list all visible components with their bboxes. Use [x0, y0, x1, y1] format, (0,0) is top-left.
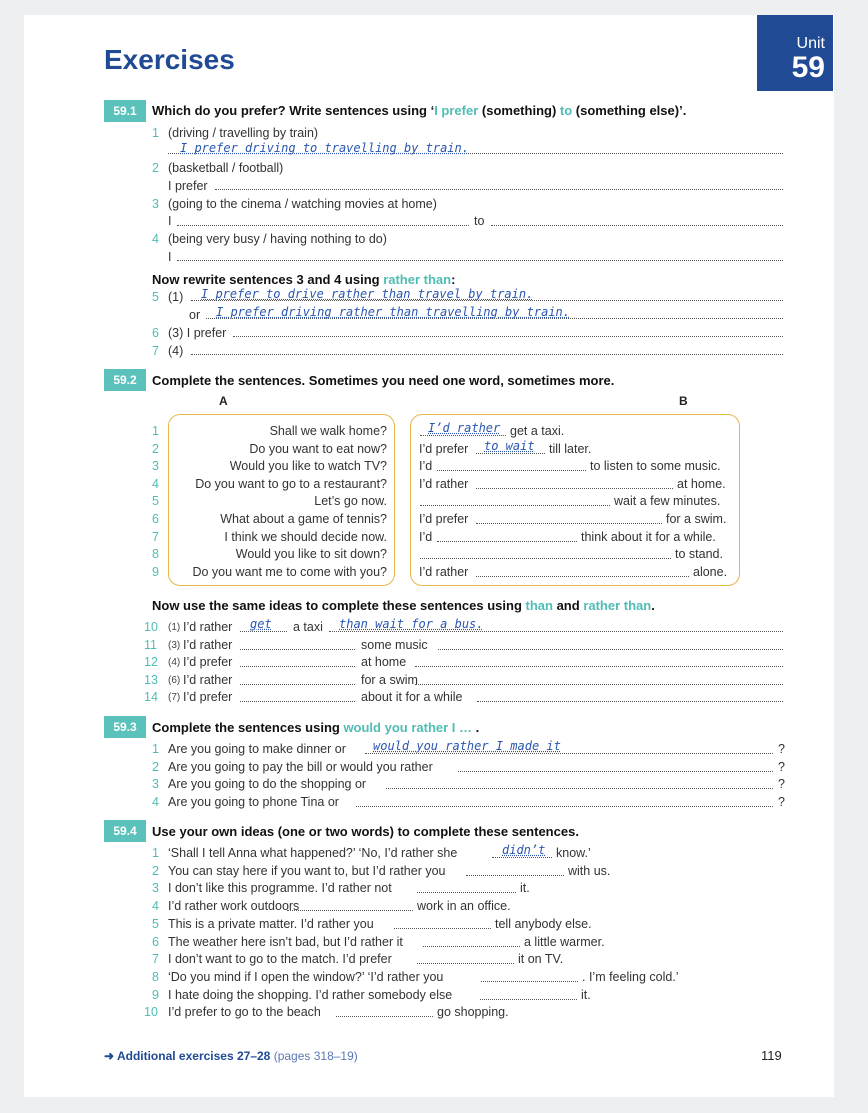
column-b-tail: get a taxi. — [510, 424, 565, 438]
answer-line[interactable] — [336, 1016, 433, 1017]
answer-line[interactable] — [233, 336, 783, 337]
item-lead: I’d rather — [183, 637, 233, 652]
answer-line[interactable] — [240, 649, 355, 650]
answer-line[interactable] — [417, 963, 514, 964]
item-tag: (1) — [168, 290, 184, 304]
item-number: 6 — [152, 934, 159, 949]
item-tail: know.’ — [556, 846, 591, 860]
item-text: I’d prefer to go to the beach — [168, 1005, 321, 1020]
item-number: 1 — [152, 424, 159, 438]
item-text: Are you going to pay the bill or would you rather — [168, 759, 433, 774]
answer-line[interactable] — [415, 684, 783, 685]
column-b-tail: to listen to some music. — [590, 459, 721, 474]
item-mid: to — [474, 214, 485, 228]
exercise-badge-59-3: 59.3 — [104, 716, 146, 738]
item-prompt: (driving / travelling by train) — [168, 126, 319, 140]
column-a-text: Would you like to sit down? — [235, 547, 387, 562]
unit-number: 59 — [791, 51, 825, 84]
answer-line[interactable] — [287, 910, 413, 911]
answer-line[interactable] — [476, 453, 545, 454]
exercise-badge-59-2: 59.2 — [104, 369, 146, 391]
answer-line[interactable] — [458, 771, 773, 772]
item-number: 1 — [152, 742, 159, 756]
item-mid: at home — [361, 655, 407, 670]
answer-line[interactable] — [420, 505, 610, 506]
answer-line[interactable] — [476, 523, 662, 524]
column-a-text: Would you like to watch TV? — [229, 459, 387, 474]
column-b-tail: for a swim. — [666, 512, 727, 526]
item-number: 5 — [152, 916, 159, 931]
item-number: 14 — [144, 690, 158, 705]
item-tag: (3) — [168, 639, 181, 651]
answer-line[interactable] — [491, 225, 783, 226]
column-b-tail: alone. — [693, 564, 728, 579]
answer-line[interactable] — [481, 981, 578, 982]
answer-line[interactable] — [329, 631, 783, 632]
handwritten-answer: to wait — [484, 438, 535, 453]
answer-line[interactable] — [423, 946, 520, 947]
handwritten-answer: would you rather I made it — [373, 739, 561, 753]
or-label: or — [189, 308, 201, 322]
column-a-text: What about a game of tennis? — [220, 512, 387, 526]
item-number: 3 — [152, 459, 159, 474]
answer-line[interactable] — [420, 435, 506, 436]
item-number: 6 — [152, 512, 159, 526]
answer-line[interactable] — [240, 631, 287, 632]
handwritten-answer: I prefer driving to travelling by train. — [180, 141, 469, 155]
item-tail: it. — [581, 987, 591, 1002]
item-number: 4 — [152, 899, 159, 914]
item-number: 1 — [152, 126, 159, 140]
item-text: I’d rather work outdoors — [168, 899, 300, 914]
item-prompt: (going to the cinema / watching movies at home) — [168, 197, 437, 211]
column-a-text: Let’s go now. — [314, 494, 387, 509]
column-b-lead: I’d — [419, 459, 433, 474]
column-a-text: Do you want to go to a restaurant? — [195, 476, 387, 491]
item-number: 2 — [152, 759, 159, 774]
column-b-lead: I’d prefer — [419, 512, 469, 526]
item-text: Are you going to make dinner or — [168, 742, 346, 756]
item-tag: (4) — [168, 344, 184, 358]
item-number: 7 — [152, 529, 159, 544]
answer-line[interactable] — [492, 857, 552, 858]
item-tag: (3) I prefer — [168, 326, 227, 340]
item-number: 4 — [152, 232, 159, 246]
answer-line[interactable] — [394, 928, 491, 929]
column-b-label: B — [679, 394, 688, 408]
item-tail: . I’m feeling cold.’ — [582, 969, 679, 984]
item-text: ‘Shall I tell Anna what happened?’ ‘No, I’d rather she — [168, 846, 458, 860]
column-a-text: Do you want to eat now? — [249, 441, 387, 456]
answer-line[interactable] — [420, 558, 671, 559]
column-b-tail: think about it for a while. — [581, 529, 716, 544]
column-a-text: Do you want me to come with you? — [192, 564, 387, 579]
column-a-label: A — [219, 394, 228, 408]
answer-line[interactable] — [480, 999, 577, 1000]
item-number: 2 — [152, 161, 159, 175]
item-mid: some music — [361, 637, 428, 652]
answer-line[interactable] — [415, 666, 783, 667]
answer-line[interactable] — [386, 788, 773, 789]
column-b-lead: I’d prefer — [419, 441, 469, 456]
answer-line[interactable] — [356, 806, 773, 807]
answer-line[interactable] — [177, 225, 469, 226]
item-mid: a taxi — [293, 620, 323, 634]
item-tag: (1) — [168, 622, 181, 633]
item-tail: tell anybody else. — [495, 916, 592, 931]
item-number: 5 — [152, 290, 159, 304]
item-number: 8 — [152, 969, 159, 984]
question-mark: ? — [778, 759, 785, 774]
item-tail: with us. — [568, 863, 611, 878]
item-lead: I — [168, 250, 172, 264]
exercise-instruction-59-3: Complete the sentences using would you rather I … . — [152, 720, 480, 735]
item-tail: it. — [520, 881, 530, 896]
column-b-tail: till later. — [549, 441, 592, 456]
item-number: 3 — [152, 777, 159, 792]
column-b-tail: to stand. — [675, 547, 723, 562]
answer-line[interactable] — [477, 701, 783, 702]
item-number: 11 — [144, 637, 157, 652]
answer-line[interactable] — [438, 649, 783, 650]
handwritten-answer: didn’t — [502, 843, 546, 857]
question-mark: ? — [778, 777, 785, 792]
column-b-tail: wait a few minutes. — [614, 494, 721, 509]
item-tail: go shopping. — [437, 1005, 509, 1020]
item-number: 3 — [152, 881, 159, 896]
item-text: ‘Do you mind if I open the window?’ ‘I’d rather you — [168, 969, 444, 984]
column-b-lead: I’d rather — [419, 564, 469, 579]
answer-line[interactable] — [177, 260, 783, 261]
item-tail: a little warmer. — [524, 934, 605, 949]
additional-exercises-link[interactable]: ➜ Additional exercises 27–28 (pages 318–19) — [104, 1049, 358, 1063]
sub-instruction: Now rewrite sentences 3 and 4 using rather than: — [152, 272, 456, 287]
item-number: 9 — [152, 987, 159, 1002]
answer-line[interactable] — [365, 753, 773, 754]
item-number: 12 — [144, 655, 158, 670]
answer-line[interactable] — [476, 576, 689, 577]
item-number: 8 — [152, 547, 159, 562]
exercise-badge-59-1: 59.1 — [104, 100, 146, 122]
column-b-lead: I’d rather — [419, 476, 469, 491]
column-a-text: Shall we walk home? — [269, 424, 387, 438]
item-text: Are you going to do the shopping or — [168, 777, 367, 792]
answer-line[interactable] — [215, 189, 783, 190]
item-lead: I’d rather — [183, 672, 233, 687]
exercise-badge-59-4: 59.4 — [104, 820, 146, 842]
page-title: Exercises — [104, 44, 235, 75]
item-number: 3 — [152, 197, 159, 211]
handwritten-answer: I’d rather — [428, 421, 501, 435]
item-mid: about it for a while — [361, 690, 463, 705]
item-text: Are you going to phone Tina or — [168, 794, 339, 809]
item-number: 9 — [152, 564, 159, 579]
item-tag: (6) — [168, 674, 181, 686]
exercise-instruction-59-2: Complete the sentences. Sometimes you need one word, sometimes more. — [152, 373, 615, 388]
unit-label: Unit — [796, 35, 825, 52]
item-mid: for a swim — [361, 672, 418, 687]
item-number: 4 — [152, 476, 159, 491]
item-text: This is a private matter. I’d rather you — [168, 916, 374, 931]
column-b-tail: at home. — [677, 476, 726, 491]
answer-line[interactable] — [476, 488, 673, 489]
item-text: I hate doing the shopping. I’d rather somebody else — [168, 987, 453, 1002]
item-number: 4 — [152, 794, 159, 809]
exercise-instruction-59-4: Use your own ideas (one or two words) to complete these sentences. — [152, 824, 579, 839]
unit-badge — [757, 15, 833, 91]
question-mark: ? — [778, 742, 785, 756]
answer-line[interactable] — [437, 541, 577, 542]
answer-line[interactable] — [417, 892, 516, 893]
item-lead: I’d prefer — [183, 655, 233, 670]
item-number: 2 — [152, 863, 159, 878]
item-text: I don’t want to go to the match. I’d prefer — [168, 952, 392, 967]
item-number: 6 — [152, 326, 159, 340]
answer-line[interactable] — [191, 354, 783, 355]
item-number: 7 — [152, 344, 159, 358]
item-number: 2 — [152, 441, 159, 456]
item-prompt: (basketball / football) — [168, 161, 284, 175]
column-b-lead: I’d — [419, 529, 433, 544]
answer-line[interactable] — [437, 470, 586, 471]
handwritten-answer: than wait for a bus. — [339, 617, 484, 631]
item-number: 1 — [152, 846, 159, 860]
item-text: The weather here isn’t bad, but I’d rather it — [168, 934, 403, 949]
item-prompt: (being very busy / having nothing to do) — [168, 232, 387, 246]
item-text: You can stay here if you want to, but I’d rather you — [168, 863, 446, 878]
answer-line[interactable] — [240, 666, 355, 667]
item-tail: work in an office. — [417, 899, 511, 914]
item-tag: (7) — [168, 692, 181, 704]
answer-line[interactable] — [240, 684, 355, 685]
handwritten-answer: get — [250, 617, 272, 631]
item-number: 5 — [152, 494, 159, 509]
question-mark: ? — [778, 794, 785, 809]
sub-instruction: Now use the same ideas to complete these sentences using than and rather than. — [152, 598, 655, 613]
item-text: I don’t like this programme. I’d rather not — [168, 881, 392, 896]
item-number: 10 — [144, 620, 158, 634]
item-lead: I prefer — [168, 179, 208, 193]
handwritten-answer: I prefer driving rather than travelling by train. — [216, 305, 571, 319]
handwritten-answer: I prefer to drive rather than travel by train. — [201, 287, 534, 301]
item-tail: it on TV. — [518, 952, 564, 967]
item-tag: (4) — [168, 657, 181, 669]
column-a-text: I think we should decide now. — [224, 529, 387, 544]
item-number: 13 — [144, 672, 158, 687]
item-lead: I’d prefer — [183, 690, 233, 705]
exercise-instruction-59-1: Which do you prefer? Write sentences using ‘I prefer (something) to (something else)’. — [152, 103, 687, 118]
answer-line[interactable] — [240, 701, 355, 702]
item-number: 7 — [152, 952, 159, 967]
page-number: 119 — [761, 1048, 782, 1063]
item-number: 10 — [144, 1005, 158, 1020]
item-lead: I — [168, 214, 172, 228]
answer-line[interactable] — [466, 875, 564, 876]
item-lead: I’d rather — [183, 620, 233, 634]
